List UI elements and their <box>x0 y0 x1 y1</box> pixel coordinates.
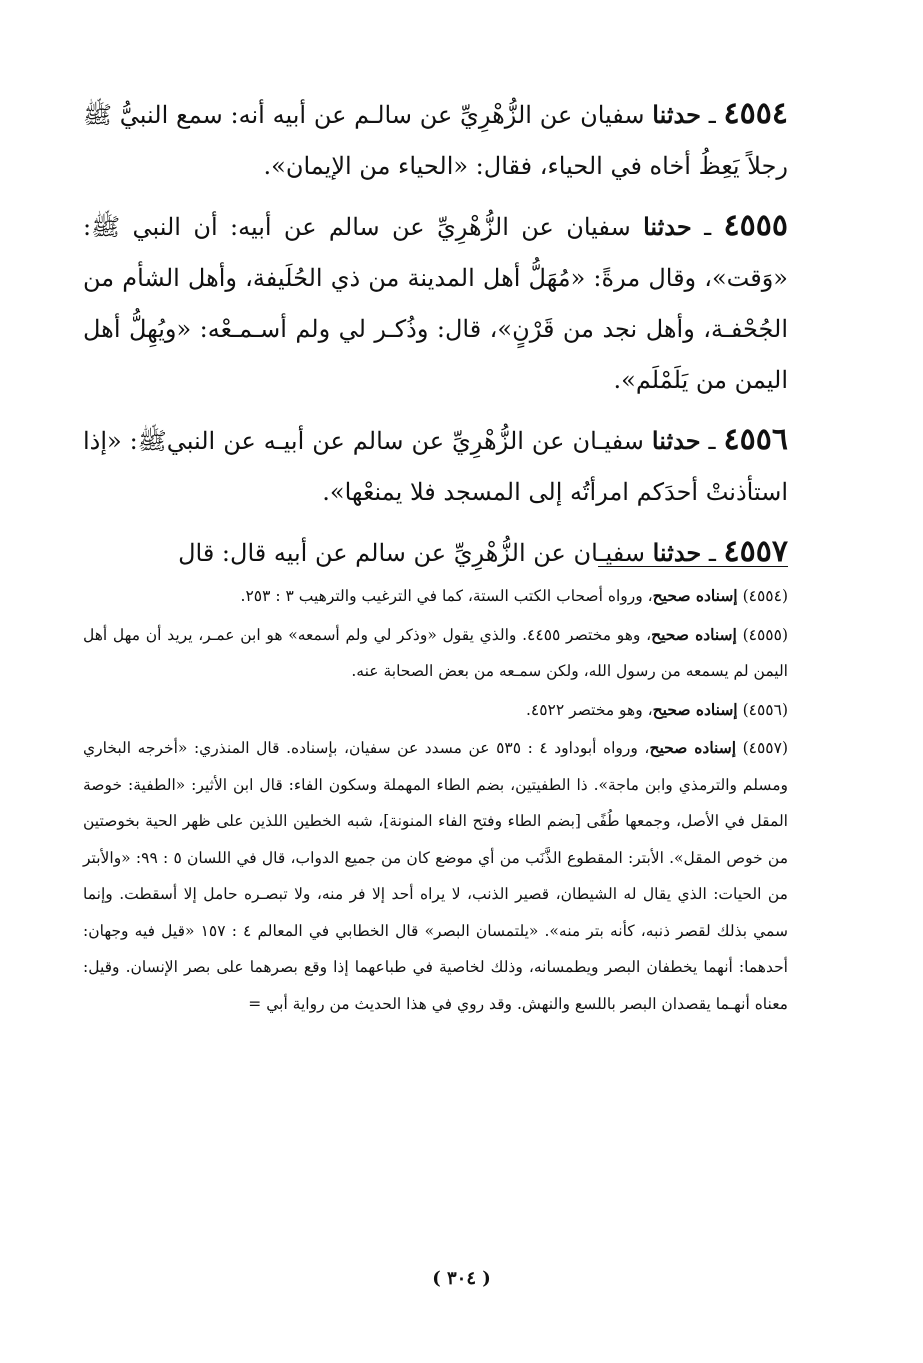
page-number: ( ٣٠٤ ) <box>432 1268 491 1289</box>
hadith-dash: ـ <box>691 213 724 241</box>
footnote-divider <box>598 566 788 567</box>
hadith-lead-word: حدثنا <box>651 426 701 455</box>
hadith-dash: ـ <box>700 427 724 455</box>
hadith-text: سفيان عن الزُّهْرِيِّ عن سالم عن أبيه: أن النبي ﷺ: «وَقت»، وقال مرةً: «مُهَلُّ أهل المدينة من ذي الحُلَيفة، وأهل الشأم من الجُحْفـة، وأهل نجد من قَرْنٍ»، قال: وذُكـر لي ولم أسـمـعْه: «ويُهِلُّ أهل اليمن من يَلَمْلَم». <box>83 213 788 394</box>
hadith-lead-word: حدثنا <box>652 100 701 129</box>
hadith-lead-word: حدثنا <box>652 538 702 567</box>
footnote-number: (٤٥٥٤) <box>742 587 788 605</box>
hadith-number: ٤٥٥٦ <box>723 422 788 457</box>
footnote-lead: إسناده صحيح <box>651 624 737 644</box>
footnote-number: (٤٥٥٦) <box>742 700 788 719</box>
footnote-lead: إسناده صحيح <box>649 738 737 757</box>
hadith-4555 <box>83 200 788 406</box>
footnote-text: ، ورواه أصحاب الكتب الستة، كما في الترغيب والترهيب ٣ : ٢٥٣. <box>240 587 653 605</box>
footnote-text: ، وهو مختصر ٤٤٥٥. والذي يقول «وذكر لي ولم أسمعه» هو ابن عمـر، يريد أن مهل أهل اليمن لم يسمعه من رسول الله، ولكن سمـعه من بعض الصحابة عنه. <box>83 625 788 680</box>
footnote-4555 <box>83 617 788 690</box>
hadith-number: ٤٥٥٥ <box>723 208 788 243</box>
footnote-4556 <box>83 692 788 729</box>
hadith-number: ٤٥٥٧ <box>723 534 788 569</box>
hadith-lead-word: حدثنا <box>643 212 692 241</box>
footnote-text: ، وهو مختصر ٤٥٢٢. <box>525 700 653 719</box>
hadith-dash: ـ <box>701 539 724 567</box>
footnote-text: ، ورواه أبوداود ٤ : ٥٣٥ عن مسدد عن سفيان، بإسناده. قال المنذري: «أخرجه البخاري ومسلم والترمذي وابن ماجة». ذا الطفيتين، بضم الطاء المهملة وسكون الفاء: قال ابن الأثير: «الطفية: خوصة المقل في الأصل، وجمعها طُفًى [بضم الطاء وفتح الفاء المنونة]، شبه الخطين اللذين على ظهر الحية بخوصتين من خوص المقل». الأبتر: المقطوع الذَّنَب من أي موضع كان من جميع الدواب، قال في اللسان ٥ : ٩٩: «والأبتر من الحيات: الذي يقال له الشيطان، قصير الذنب، لا يراه أحد إلا فر منه، ولا تبصـره حامل إلا أسقطت. وإنما سمي بذلك لقصر ذنبه، كأنه بتر منه». «يلتمسان البصر» قال الخطابي في المعالم ٤ : ١٥٧ «قيل فيه وجهان: أحدهما: أنهما يخطفان البصر ويطمسانه، وذلك لخاصية في طباعهما إذا وقع بصرهما على بصر الإنسان. وقيل: معناه أنهـما يقصدان البصر باللسع والنهش. وقد روي في هذا الحديث من رواية أبي = <box>83 739 789 1013</box>
hadith-text: سفيـان عن الزُّهْرِيِّ عن سالم عن أبيه قال: قال <box>178 539 653 567</box>
footnote-number: (٤٥٥٧) <box>742 739 789 757</box>
hadith-4554 <box>83 88 788 192</box>
footnote-lead: إسناده صحيح <box>652 699 738 719</box>
hadith-number: ٤٥٥٤ <box>723 96 788 131</box>
hadith-4557 <box>83 526 788 579</box>
footnote-lead: إسناده صحيح <box>652 586 738 605</box>
footnotes-section <box>83 578 788 1024</box>
hadith-section <box>83 88 788 587</box>
hadith-text: سفيـان عن الزُّهْرِيِّ عن سالم عن أبيـه عن النبيﷺ: «إذا استأذنتْ أحدَكم امرأتُه إلى المسجد فلا يمنعْها». <box>83 427 788 506</box>
hadith-4556 <box>83 414 788 518</box>
hadith-dash: ـ <box>700 101 724 129</box>
footnote-number: (٤٥٥٥) <box>742 625 788 644</box>
footnote-4557 <box>83 730 788 1022</box>
hadith-text: سفيان عن الزُّهْرِيِّ عن سالـم عن أبيه أنه: سمع النبيُّ ﷺ رجلاً يَعِظُ أخاه في الحياء، فقال: «الحياء من الإيمان». <box>83 101 788 180</box>
footnote-4554 <box>83 578 788 615</box>
